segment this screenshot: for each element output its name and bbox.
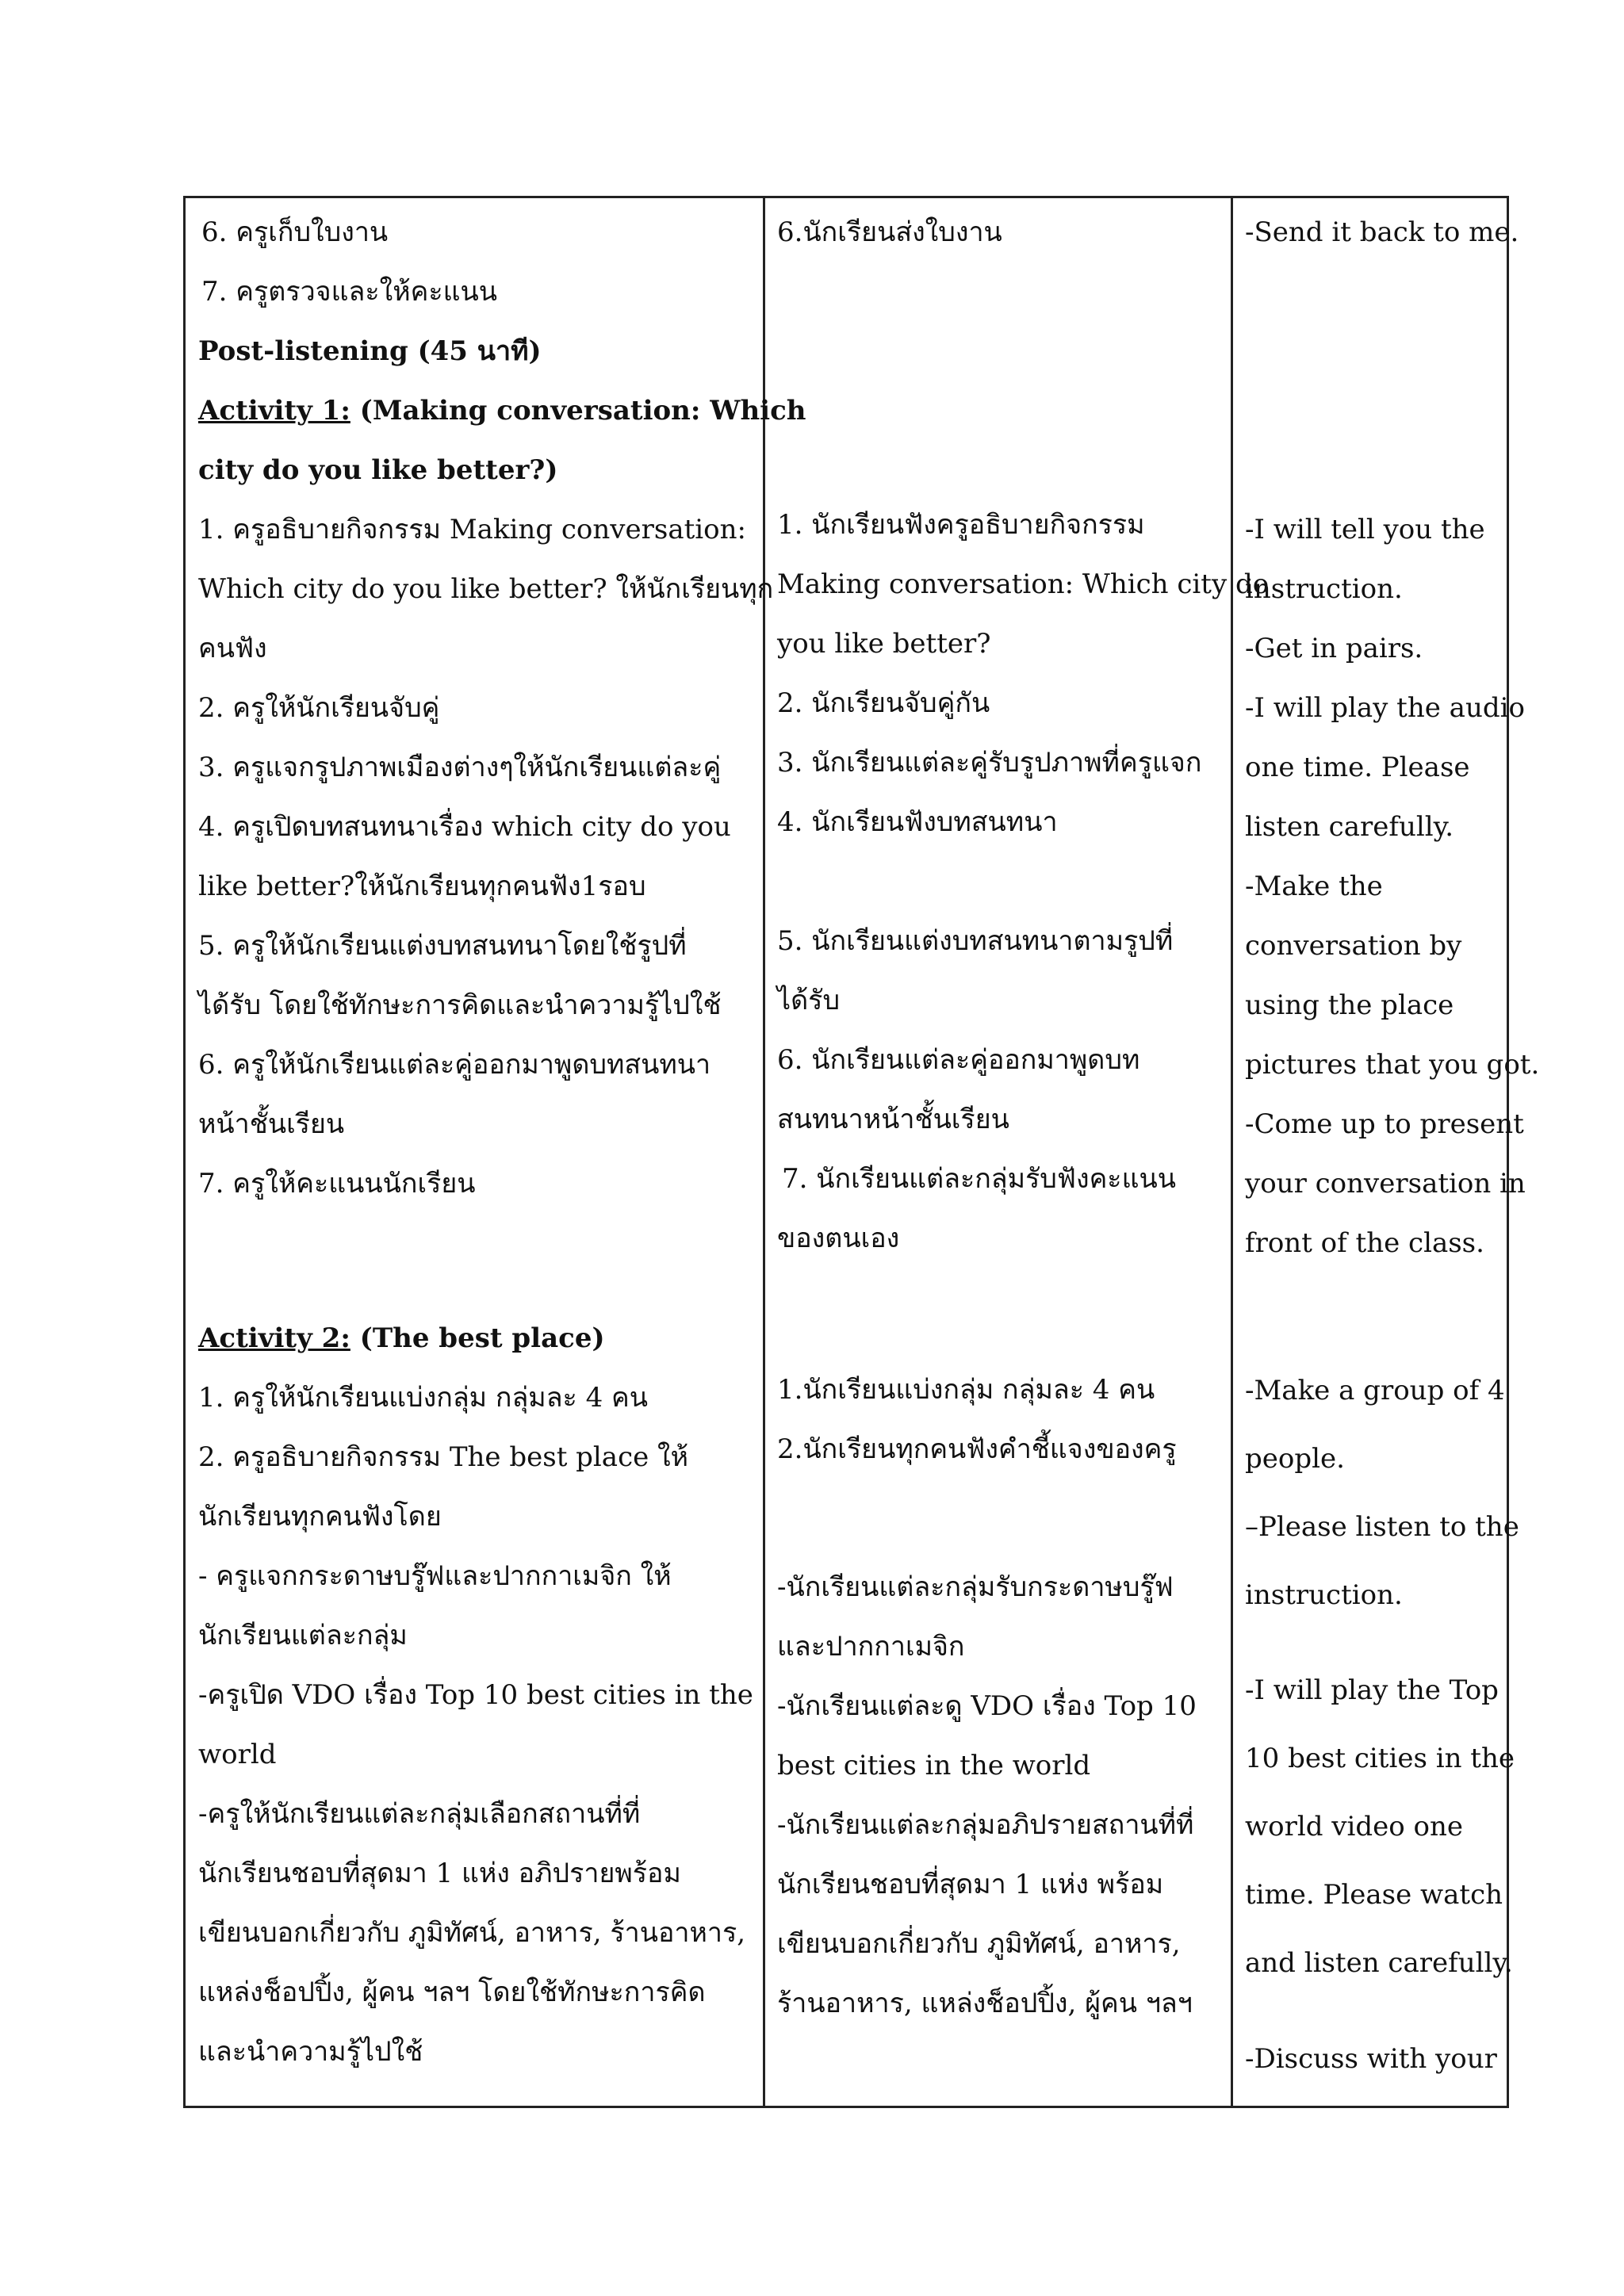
activity-heading [198, 1318, 605, 1358]
text-line: 4. ครูเปิดบทสนทนาเรื่อง which city do you [198, 811, 731, 843]
text-line: Which city do you like better? ให้นักเรียนทุก [198, 573, 774, 605]
activity-title: (Making conversation: Which [359, 395, 806, 427]
text-line: world video one [1245, 1811, 1464, 1843]
text-line: one time. Please [1245, 752, 1470, 783]
text-line: นักเรียนชอบที่สุดมา 1 แห่ง พร้อม [777, 1869, 1164, 1900]
section-heading: Post-listening (45 นาที) [198, 335, 542, 367]
text-line: pictures that you got. [1245, 1049, 1540, 1081]
text-line: instruction. [1245, 573, 1403, 605]
text-line: -นักเรียนแต่ละดู VDO เรื่อง Top 10 [777, 1690, 1197, 1722]
text-line: -I will tell you the [1245, 514, 1485, 545]
text-line: 6.นักเรียนส่งใบงาน [777, 216, 1002, 248]
text-line: -Make the [1245, 871, 1383, 902]
text-line: like better?ให้นักเรียนทุกคนฟัง1รอบ [198, 871, 646, 902]
text-line: people. [1245, 1443, 1345, 1475]
text-line: และนำความรู้ไปใช้ [198, 2036, 423, 2068]
text-line: -Come up to present [1245, 1108, 1524, 1140]
text-line: -I will play the Top [1245, 1674, 1499, 1706]
text-line: หน้าชั้นเรียน [198, 1108, 345, 1140]
text-line: -I will play the audio [1245, 692, 1525, 724]
text-line: -นักเรียนแต่ละกลุ่มรับกระดาษบรู๊ฟ [777, 1571, 1174, 1603]
text-line: ร้านอาหาร, แหล่งช็อปปิ้ง, ผู้คน ฯลฯ [777, 1988, 1193, 2019]
text-line: 1. ครูให้นักเรียนแบ่งกลุ่ม กลุ่มละ 4 คน [198, 1382, 649, 1414]
text-line: 7. ครูตรวจและให้คะแนน [201, 276, 498, 308]
column-divider [1231, 198, 1233, 2106]
text-line: 4. นักเรียนฟังบทสนทนา [777, 806, 1058, 838]
text-line: 7. นักเรียนแต่ละกลุ่มรับฟังคะแนน [782, 1163, 1176, 1195]
text-line: 2. ครูอธิบายกิจกรรม The best place ให้ [198, 1441, 689, 1473]
text-line: -Send it back to me. [1245, 216, 1519, 248]
text-line: 6. นักเรียนแต่ละคู่ออกมาพูดบท [777, 1044, 1140, 1076]
text-line: using the place [1245, 989, 1454, 1021]
text-line: คนฟัง [198, 633, 267, 664]
text-line: และปากกาเมจิก [777, 1631, 965, 1663]
text-line: 7. ครูให้คะแนนนักเรียน [198, 1168, 476, 1200]
text-line: conversation by [1245, 930, 1462, 962]
text-line: listen carefully. [1245, 811, 1454, 843]
text-line: you like better? [777, 628, 991, 660]
text-line: ได้รับ โดยใช้ทักษะการคิดและนำความรู้ไปใช้ [198, 989, 722, 1021]
activity-title-cont: city do you like better?) [198, 454, 558, 486]
text-line: Making conversation: Which city do [777, 568, 1270, 600]
text-line: -ครูให้นักเรียนแต่ละกลุ่มเลือกสถานที่ที่ [198, 1798, 641, 1830]
text-line: and listen carefully. [1245, 1947, 1513, 1979]
text-line: instruction. [1245, 1579, 1403, 1611]
lesson-table [183, 196, 1540, 2108]
text-line: นักเรียนชอบที่สุดมา 1 แห่ง อภิปรายพร้อม [198, 1858, 681, 1889]
activity-label: Activity 1: [198, 395, 350, 427]
text-line: 6. ครูเก็บใบงาน [201, 216, 389, 248]
text-line: แหล่งช็อปปิ้ง, ผู้คน ฯลฯ โดยใช้ทักษะการคิด [198, 1976, 706, 2008]
activity-label: Activity 2: [198, 1322, 350, 1354]
text-line: 1. ครูอธิบายกิจกรรม Making conversation: [198, 514, 746, 545]
text-line: 3. นักเรียนแต่ละคู่รับรูปภาพที่ครูแจก [777, 747, 1202, 779]
text-line: 2.นักเรียนทุกคนฟังคำชี้แจงของครู [777, 1433, 1177, 1465]
text-line: เขียนบอกเกี่ยวกับ ภูมิทัศน์, อาหาร, [777, 1928, 1181, 1960]
text-line: สนทนาหน้าชั้นเรียน [777, 1104, 1009, 1135]
text-line: –Please listen to the [1245, 1511, 1519, 1543]
text-line: -ครูเปิด VDO เรื่อง Top 10 best cities in the [198, 1679, 753, 1711]
activity-heading [198, 391, 806, 430]
text-line: นักเรียนทุกคนฟังโดย [198, 1501, 442, 1533]
text-line: your conversation in [1245, 1168, 1526, 1200]
text-line: 10 best cities in the [1245, 1743, 1515, 1774]
text-line: 5. ครูให้นักเรียนแต่งบทสนทนาโดยใช้รูปที่ [198, 930, 687, 962]
text-line: best cities in the world [777, 1750, 1091, 1781]
text-line: ของตนเอง [777, 1223, 900, 1254]
text-line: -Make a group of 4 [1245, 1375, 1505, 1406]
column-divider [763, 198, 765, 2106]
text-line: เขียนบอกเกี่ยวกับ ภูมิทัศน์, อาหาร, ร้านอาหาร, [198, 1917, 746, 1949]
text-line: world [198, 1739, 277, 1770]
text-line: 5. นักเรียนแต่งบทสนทนาตามรูปที่ [777, 925, 1174, 957]
text-line: 2. นักเรียนจับคู่กัน [777, 687, 990, 719]
text-line: time. Please watch [1245, 1879, 1503, 1911]
text-line: -นักเรียนแต่ละกลุ่มอภิปรายสถานที่ที่ [777, 1809, 1194, 1841]
activity-title: (The best place) [359, 1322, 605, 1354]
text-line: front of the class. [1245, 1227, 1484, 1259]
text-line: ได้รับ [777, 985, 841, 1016]
text-line: 3. ครูแจกรูปภาพเมืองต่างๆให้นักเรียนแต่ละคู่ [198, 752, 722, 783]
text-line: นักเรียนแต่ละกลุ่ม [198, 1620, 408, 1651]
text-line: 1.นักเรียนแบ่งกลุ่ม กลุ่มละ 4 คน [777, 1374, 1155, 1406]
text-line: -Get in pairs. [1245, 633, 1423, 664]
text-line: 6. ครูให้นักเรียนแต่ละคู่ออกมาพูดบทสนทนา [198, 1049, 711, 1081]
text-line: -Discuss with your [1245, 2043, 1497, 2075]
text-line: - ครูแจกกระดาษบรู๊ฟและปากกาเมจิก ให้ [198, 1560, 672, 1592]
text-line: 2. ครูให้นักเรียนจับคู่ [198, 692, 440, 724]
text-line: 1. นักเรียนฟังครูอธิบายกิจกรรม [777, 509, 1145, 541]
